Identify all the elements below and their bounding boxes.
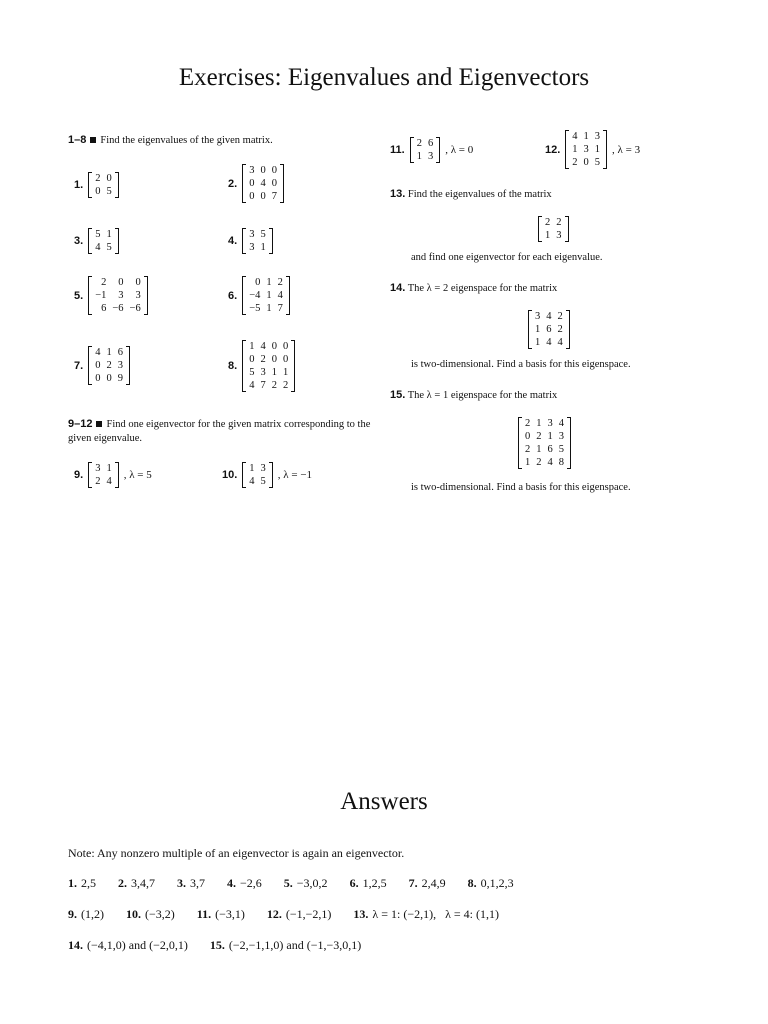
matrix-entry: 0 — [249, 354, 255, 365]
exercise-14-after: is two-dimensional. Find a basis for this eigenspace. — [411, 359, 631, 370]
matrix — [538, 216, 569, 242]
matrix-entry: 4 — [249, 476, 255, 487]
matrix-entry: 1 — [249, 463, 255, 474]
matrix-entry: 1 — [535, 324, 541, 335]
answer-value: (−4,1,0) and (−2,0,1) — [87, 938, 188, 952]
matrix-entry: 2 — [525, 444, 531, 455]
matrix-entry: 2 — [545, 217, 551, 228]
section-1-instruction: Find the eigenvalues of the given matrix. — [100, 135, 273, 146]
answer-value: 2,5 — [81, 876, 96, 890]
matrix-entry: 4 — [572, 131, 578, 142]
exercise-13-matrix-wrap — [538, 212, 569, 242]
answer-number: 8. — [467, 876, 477, 890]
matrix-entry: 5 — [95, 229, 101, 240]
section-2-header — [68, 417, 380, 446]
exercise-2 — [228, 164, 284, 203]
exercise-7 — [74, 346, 130, 385]
matrix-entry: 7 — [277, 303, 283, 314]
matrix-entry: 0 — [95, 360, 101, 371]
matrix-entry: 2 — [95, 173, 101, 184]
answer-number: 6. — [349, 876, 359, 890]
matrix-entry: −1 — [95, 290, 107, 301]
exercise-6 — [228, 276, 290, 315]
section-2-range: 9–12 — [68, 418, 93, 430]
matrix-entry: 1 — [106, 229, 112, 240]
answer-number: 15. — [209, 938, 225, 952]
matrix-entry: 4 — [95, 347, 101, 358]
matrix-entry: 0 — [260, 165, 266, 176]
page-title: Exercises: Eigenvalues and Eigenvectors — [178, 64, 590, 91]
matrix-entry: 2 — [536, 431, 542, 442]
matrix-entry: 0 — [282, 354, 289, 365]
answer-value: (−1,−2,1) — [285, 907, 332, 921]
matrix-entry: 0 — [118, 277, 124, 288]
matrix-entry: 0 — [135, 277, 141, 288]
answer-value: 0,1,2,3 — [480, 876, 514, 890]
matrix-entry: 5 — [249, 367, 255, 378]
matrix-entry: −5 — [249, 303, 261, 314]
answer-item — [468, 876, 514, 891]
matrix-entry: 4 — [260, 341, 266, 352]
answer-value: 3,7 — [190, 876, 205, 890]
exercise-3 — [74, 228, 119, 254]
answer-item — [284, 876, 328, 891]
exercise-13 — [390, 188, 552, 200]
matrix-entry: 0 — [583, 157, 589, 168]
matrix-entry: 1 — [572, 144, 578, 155]
eigenvalue-label: , λ = −1 — [277, 469, 313, 481]
matrix-entry: 2 — [572, 157, 578, 168]
answer-value: 1,2,5 — [362, 876, 387, 890]
matrix — [242, 276, 290, 315]
matrix — [88, 276, 148, 315]
matrix — [88, 462, 119, 488]
exercise-number: 10. — [222, 469, 238, 481]
eigenvalue-label: , λ = 5 — [123, 469, 152, 481]
exercise-number: 1. — [74, 179, 84, 191]
answer-item — [350, 876, 387, 891]
matrix-entry: 1 — [260, 242, 266, 253]
answer-item — [177, 876, 205, 891]
answers-row-1 — [68, 876, 536, 891]
matrix-entry: 1 — [266, 290, 272, 301]
matrix-entry: 2 — [282, 380, 289, 391]
section-2-instruction: Find one eigenvector for the given matrix corresponding to the given eigenvalue. — [68, 419, 371, 444]
matrix-entry: 4 — [558, 418, 564, 429]
matrix-entry: 1 — [583, 131, 589, 142]
answer-item — [68, 938, 188, 953]
matrix-entry: −6 — [129, 303, 141, 314]
answer-number: 9. — [68, 907, 77, 921]
matrix-entry: 0 — [255, 277, 261, 288]
exercise-number: 13. — [390, 188, 406, 200]
matrix-entry: 2 — [95, 476, 101, 487]
matrix-entry: 5 — [594, 157, 601, 168]
matrix-entry: 1 — [282, 367, 289, 378]
matrix-entry: 0 — [271, 178, 277, 189]
exercise-number: 14. — [390, 282, 406, 294]
answer-value: −3,0,2 — [296, 876, 328, 890]
answer-number: 13. — [353, 907, 369, 921]
exercise-8 — [228, 340, 295, 392]
matrix-entry: 5 — [106, 242, 112, 253]
matrix-entry: 7 — [260, 380, 266, 391]
matrix-entry: 6 — [547, 444, 553, 455]
matrix-entry: 2 — [106, 360, 112, 371]
exercise-15-after: is two-dimensional. Find a basis for this eigenspace. — [411, 482, 631, 493]
matrix-entry: 3 — [249, 165, 255, 176]
matrix-entry: 2 — [557, 311, 563, 322]
exercise-number: 12. — [545, 143, 561, 156]
matrix-entry: 2 — [277, 277, 283, 288]
matrix-entry: 0 — [260, 191, 266, 202]
section-1-range: 1–8 — [68, 134, 87, 146]
answer-item — [197, 907, 245, 922]
matrix-entry: 5 — [558, 444, 564, 455]
answer-value: 2,4,9 — [421, 876, 446, 890]
answer-number: 5. — [283, 876, 293, 890]
answer-number: 10. — [126, 907, 141, 921]
answer-value: 3,4,7 — [131, 876, 155, 890]
matrix-entry: 9 — [117, 373, 123, 384]
section-1-header — [68, 134, 273, 146]
matrix-entry: −6 — [112, 303, 124, 314]
matrix-entry: 6 — [546, 324, 552, 335]
matrix — [410, 137, 441, 163]
exercise-9 — [74, 462, 152, 488]
matrix-entry: 0 — [106, 373, 112, 384]
matrix-entry: 4 — [277, 290, 283, 301]
exercise-15 — [390, 389, 557, 401]
matrix-entry: 3 — [594, 131, 601, 142]
matrix — [242, 228, 273, 254]
matrix-entry: 4 — [249, 380, 255, 391]
matrix-entry: 2 — [556, 217, 562, 228]
matrix-entry: 2 — [416, 138, 422, 149]
matrix-entry: 1 — [106, 347, 112, 358]
matrix-entry: 6 — [427, 138, 434, 149]
square-bullet-icon — [96, 421, 102, 427]
matrix-entry: 3 — [249, 242, 255, 253]
exercise-text: Find the eigenvalues of the matrix — [407, 189, 552, 200]
matrix-entry: 1 — [536, 444, 542, 455]
matrix-entry: 0 — [249, 191, 255, 202]
matrix — [88, 228, 119, 254]
matrix-entry: 3 — [427, 151, 434, 162]
answer-item — [68, 876, 96, 891]
exercise-1 — [74, 172, 119, 198]
exercise-13-after: and find one eigenvector for each eigenvalue. — [411, 252, 603, 263]
matrix-entry: 1 — [266, 303, 272, 314]
matrix-entry: 0 — [95, 373, 101, 384]
matrix-entry: 1 — [271, 367, 277, 378]
matrix-entry: 1 — [106, 463, 112, 474]
exercise-number: 8. — [228, 360, 238, 372]
eigenvalue-label: , λ = 0 — [445, 144, 474, 156]
exercise-number: 5. — [74, 289, 84, 302]
matrix-entry: 4 — [260, 178, 266, 189]
answer-value: (−2,−1,1,0) and (−1,−3,0,1) — [228, 938, 362, 952]
matrix-entry: 0 — [271, 354, 277, 365]
answer-number: 7. — [408, 876, 418, 890]
exercise-text: The λ = 2 eigenspace for the matrix — [407, 283, 558, 294]
matrix-entry: 2 — [557, 324, 563, 335]
matrix-entry: 7 — [271, 191, 277, 202]
matrix-entry: 3 — [118, 290, 124, 301]
matrix-entry: 0 — [95, 186, 101, 197]
answer-number: 11. — [196, 907, 212, 921]
matrix-entry: 3 — [260, 367, 266, 378]
matrix-entry: 2 — [260, 354, 266, 365]
matrix-entry: 3 — [556, 230, 562, 241]
matrix-entry: 2 — [525, 418, 531, 429]
answer-value: (1,2) — [81, 907, 104, 921]
matrix-entry: 1 — [535, 337, 541, 348]
matrix-entry: 1 — [266, 277, 272, 288]
matrix-entry: 0 — [271, 165, 277, 176]
matrix-entry: 4 — [546, 337, 552, 348]
matrix-entry: 6 — [117, 347, 123, 358]
matrix-entry: 4 — [546, 311, 552, 322]
eigenvalue-label: , λ = 3 — [612, 143, 641, 156]
answer-number: 14. — [68, 938, 83, 952]
answer-number: 1. — [68, 876, 77, 890]
matrix-entry: 4 — [557, 337, 563, 348]
matrix-entry: 1 — [416, 151, 422, 162]
answer-item — [126, 907, 175, 922]
exercise-15-matrix-wrap — [518, 413, 571, 469]
matrix-entry: 3 — [249, 229, 255, 240]
answer-value: −2,6 — [240, 876, 262, 890]
answers-title: Answers — [340, 788, 428, 815]
exercise-11 — [390, 137, 473, 163]
answer-number: 4. — [227, 876, 236, 890]
matrix-entry: 3 — [547, 418, 553, 429]
matrix-entry: 4 — [547, 457, 553, 468]
matrix-entry: 3 — [117, 360, 123, 371]
answer-item — [409, 876, 446, 891]
matrix — [242, 340, 295, 392]
exercise-text: The λ = 1 eigenspace for the matrix — [407, 390, 558, 401]
exercise-10 — [222, 462, 312, 488]
matrix-entry: 0 — [106, 173, 112, 184]
matrix — [528, 310, 570, 349]
matrix-entry: 3 — [95, 463, 101, 474]
matrix — [242, 164, 284, 203]
matrix-entry: 5 — [106, 186, 112, 197]
exercise-number: 9. — [74, 469, 84, 481]
matrix-entry: 3 — [583, 144, 589, 155]
matrix-entry: −4 — [249, 290, 261, 301]
matrix-entry: 8 — [558, 457, 564, 468]
exercise-12 — [545, 130, 640, 169]
matrix-entry: 3 — [260, 463, 266, 474]
exercise-4 — [228, 228, 273, 254]
matrix — [88, 172, 119, 198]
exercise-number: 15. — [390, 389, 406, 401]
matrix-entry: 3 — [558, 431, 564, 442]
matrix — [565, 130, 607, 169]
answer-item — [118, 876, 155, 891]
answer-number: 2. — [118, 876, 127, 890]
exercise-number: 6. — [228, 289, 238, 302]
answer-item — [210, 938, 361, 953]
matrix-entry: 2 — [271, 380, 277, 391]
matrix-entry: 0 — [282, 341, 289, 352]
matrix-entry: 2 — [101, 277, 107, 288]
matrix-entry: 4 — [95, 242, 101, 253]
matrix-entry: 4 — [106, 476, 112, 487]
answers-row-2 — [68, 907, 521, 922]
matrix-entry: 2 — [536, 457, 542, 468]
matrix — [242, 462, 273, 488]
exercise-5 — [74, 276, 148, 315]
matrix-entry: 1 — [525, 457, 531, 468]
answer-value: λ = 1: (−2,1), λ = 4: (1,1) — [372, 907, 499, 921]
answer-item — [227, 876, 262, 891]
square-bullet-icon — [90, 137, 96, 143]
exercise-number: 11. — [390, 144, 405, 156]
exercise-number: 2. — [228, 177, 238, 190]
matrix-entry: 3 — [135, 290, 141, 301]
matrix-entry: 1 — [545, 230, 551, 241]
exercise-number: 3. — [74, 235, 84, 247]
matrix-entry: 6 — [101, 303, 107, 314]
answer-item — [267, 907, 332, 922]
answer-value: (−3,1) — [215, 907, 245, 921]
answers-row-3 — [68, 938, 383, 953]
matrix-entry: 0 — [249, 178, 255, 189]
matrix-entry: 5 — [260, 476, 266, 487]
exercise-14-matrix-wrap — [528, 306, 570, 349]
answer-number: 12. — [266, 907, 282, 921]
matrix-entry: 0 — [271, 341, 277, 352]
matrix — [88, 346, 130, 385]
matrix-entry: 1 — [536, 418, 542, 429]
answers-note: Note: Any nonzero multiple of an eigenvector is again an eigenvector. — [68, 846, 405, 860]
exercise-number: 4. — [228, 235, 238, 247]
matrix-entry: 0 — [525, 431, 531, 442]
exercise-14 — [390, 282, 557, 294]
answer-value: (−3,2) — [145, 907, 175, 921]
matrix-entry: 5 — [260, 229, 266, 240]
matrix-entry: 1 — [249, 341, 255, 352]
exercise-number: 7. — [74, 359, 84, 372]
answer-item — [353, 907, 499, 922]
matrix-entry: 1 — [594, 144, 601, 155]
answer-number: 3. — [177, 876, 186, 890]
matrix-entry: 3 — [535, 311, 541, 322]
matrix-entry: 1 — [547, 431, 553, 442]
answer-item — [68, 907, 104, 922]
matrix — [518, 417, 571, 469]
